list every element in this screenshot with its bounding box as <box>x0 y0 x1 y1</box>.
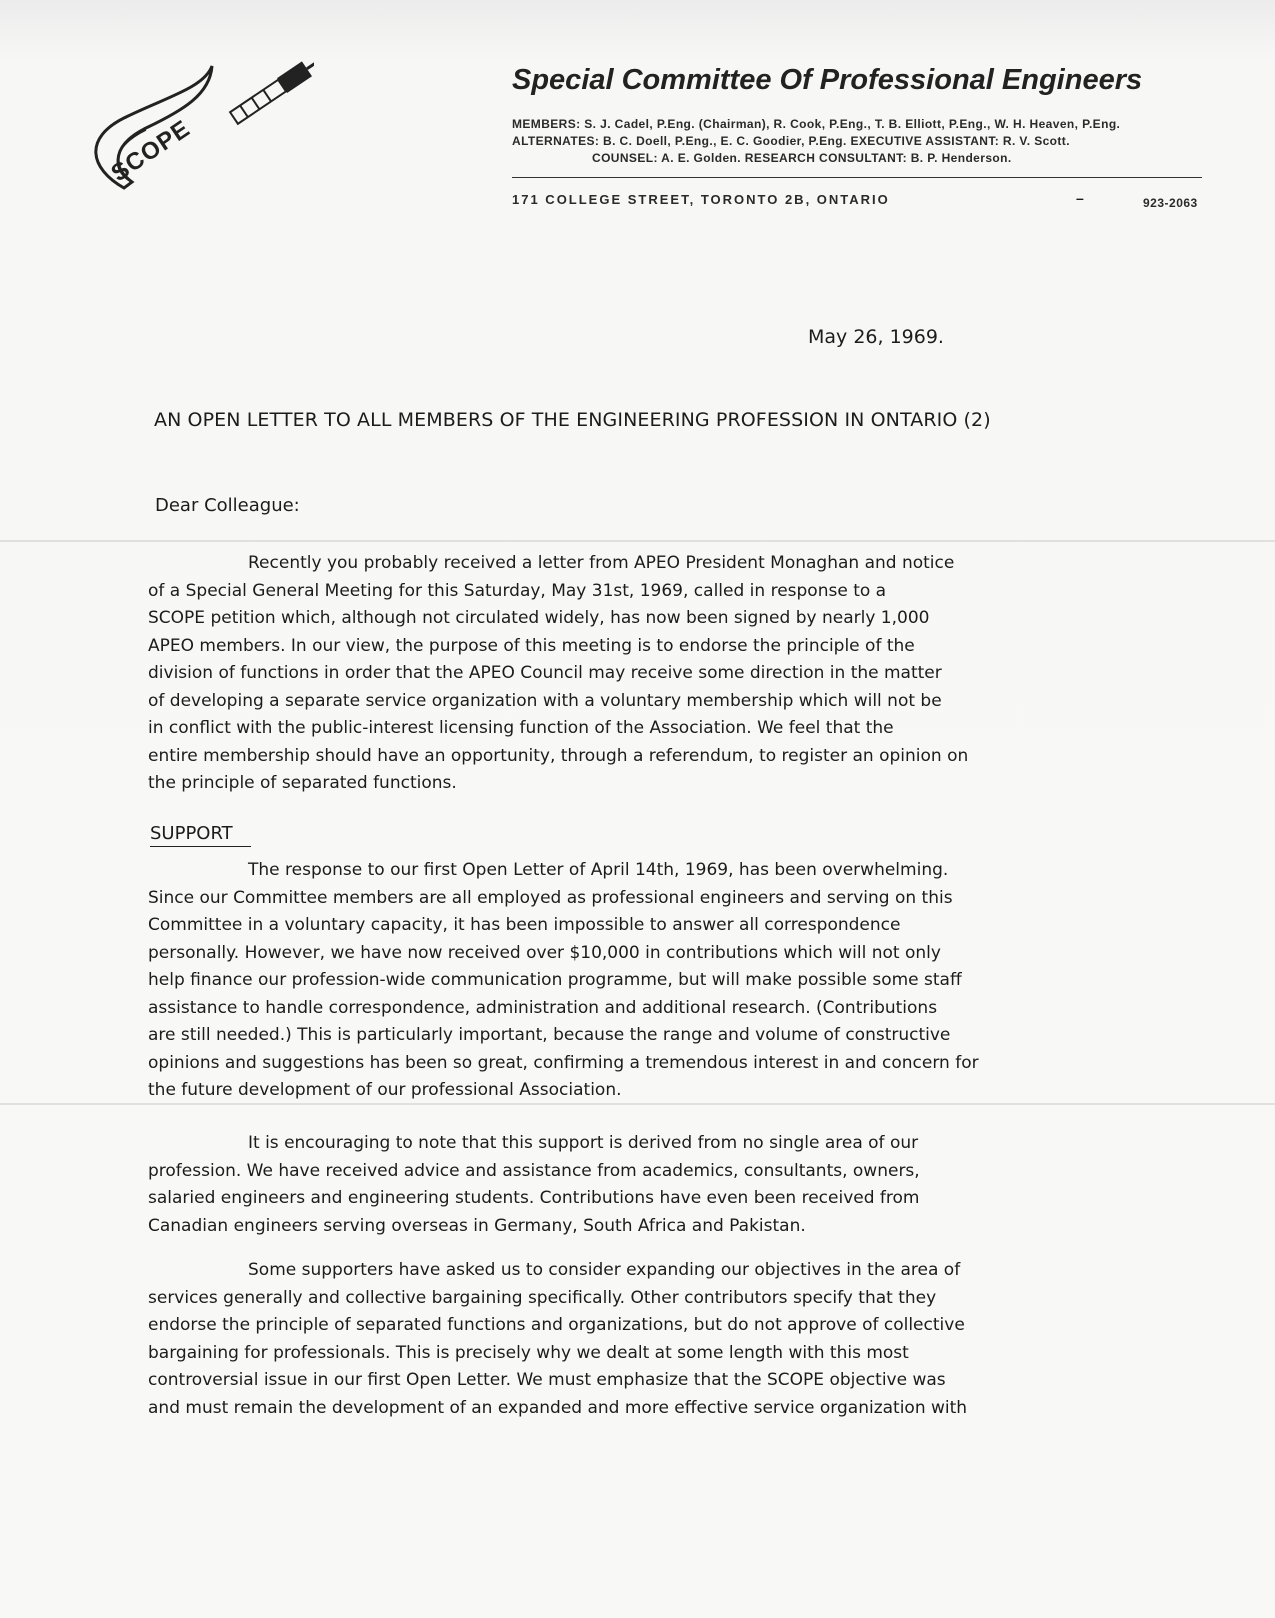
text-line: services generally and collective bargaining specifically. Other contributors specify that they <box>148 1287 937 1308</box>
text-line: controversial issue in our first Open Letter. We must emphasize that the SCOPE objective was <box>148 1370 946 1390</box>
text-line: Since our Committee members are all employed as professional engineers and serving on this <box>148 887 953 908</box>
salutation: Dear Colleague: <box>155 495 300 516</box>
text-line: bargaining for professionals. This is precisely why we dealt at some length with this most <box>148 1342 909 1363</box>
logo-text: SCOPE <box>106 115 196 188</box>
letter-date: May 26, 1969. <box>808 326 944 348</box>
text-line: APEO members. In our view, the purpose of this meeting is to endorse the principle of the <box>148 635 915 656</box>
text-line: and must remain the development of an expanded and more effective service organization with <box>148 1397 968 1418</box>
text-line: It is encouraging to note that this support is derived from no single area of our <box>248 1133 919 1153</box>
text-line: of a Special General Meeting for this Saturday, May 31st, 1969, called in response to a <box>148 580 887 601</box>
text-line: division of functions in order that the APEO Council may receive some direction in the matter <box>148 663 942 683</box>
text-line: The response to our first Open Letter of April 14th, 1969, has been overwhelming. <box>248 860 949 880</box>
text-line: are still needed.) This is particularly important, because the range and volume of constructive <box>148 1025 951 1045</box>
scope-logo <box>84 58 314 208</box>
paragraph-4 <box>148 1257 1168 1422</box>
text-line: personally. However, we have now received over $10,000 in contributions which will not only <box>148 942 941 963</box>
text-line: the future development of our professional Association. <box>148 1080 622 1100</box>
address: 171 COLLEGE STREET, TORONTO 2B, ONTARIO <box>512 192 890 207</box>
text-line: Canadian engineers serving overseas in Germany, South Africa and Pakistan. <box>148 1215 806 1236</box>
counsel-line: COUNSEL: A. E. Golden. RESEARCH CONSULTANT: B. P. Henderson. <box>592 151 1012 165</box>
text-line: help finance our profession-wide communication programme, but will make possible some staff <box>148 970 962 990</box>
text-line: Recently you probably received a letter from APEO President Monaghan and notice <box>248 553 955 573</box>
text-line: salaried engineers and engineering students. Contributions have even been received from <box>148 1188 920 1208</box>
text-line: SCOPE petition which, although not circulated widely, has now been signed by nearly 1,000 <box>148 608 930 628</box>
text-line: opinions and suggestions has been so great, confirming a tremendous interest in and concern for <box>148 1052 979 1073</box>
letterhead-title: Special Committee Of Professional Engineers <box>512 64 1143 96</box>
paper-fold-line <box>0 540 1275 542</box>
letter-heading: AN OPEN LETTER TO ALL MEMBERS OF THE ENGINEERING PROFESSION IN ONTARIO (2) <box>154 409 991 431</box>
slide-rule-hook-icon <box>84 58 314 208</box>
text-line: endorse the principle of separated functions and organizations, but do not approve of collective <box>148 1315 965 1335</box>
address-dash: – <box>1076 190 1084 206</box>
letterhead-divider <box>512 177 1202 178</box>
text-line: Committee in a voluntary capacity, it has been impossible to answer all correspondence <box>148 915 901 935</box>
paragraph-3 <box>148 1130 1168 1240</box>
text-line: entire membership should have an opportunity, through a referendum, to register an opinion on <box>148 745 969 766</box>
text-line: profession. We have received advice and assistance from academics, consultants, owners, <box>148 1160 920 1181</box>
text-line: of developing a separate service organization with a voluntary membership which will not be <box>148 690 942 711</box>
text-line: Some supporters have asked us to consider expanding our objectives in the area of <box>248 1260 961 1280</box>
paragraph-2 <box>148 857 1168 1105</box>
members-line: MEMBERS: S. J. Cadel, P.Eng. (Chairman), R. Cook, P.Eng., T. B. Elliott, P.Eng., W. H. Heaven, P.Eng. <box>512 117 1121 131</box>
alternates-line: ALTERNATES: B. C. Doell, P.Eng., E. C. Goodier, P.Eng. EXECUTIVE ASSISTANT: R. V. Scott. <box>512 134 1070 148</box>
text-line: assistance to handle correspondence, administration and additional research. (Contributions <box>148 997 938 1018</box>
paragraph-1 <box>148 550 1168 798</box>
phone-number: 923-2063 <box>1143 196 1198 210</box>
text-line: the principle of separated functions. <box>148 773 457 793</box>
support-heading: SUPPORT <box>150 823 251 847</box>
text-line: in conflict with the public-interest licensing function of the Association. We feel that the <box>148 718 894 738</box>
